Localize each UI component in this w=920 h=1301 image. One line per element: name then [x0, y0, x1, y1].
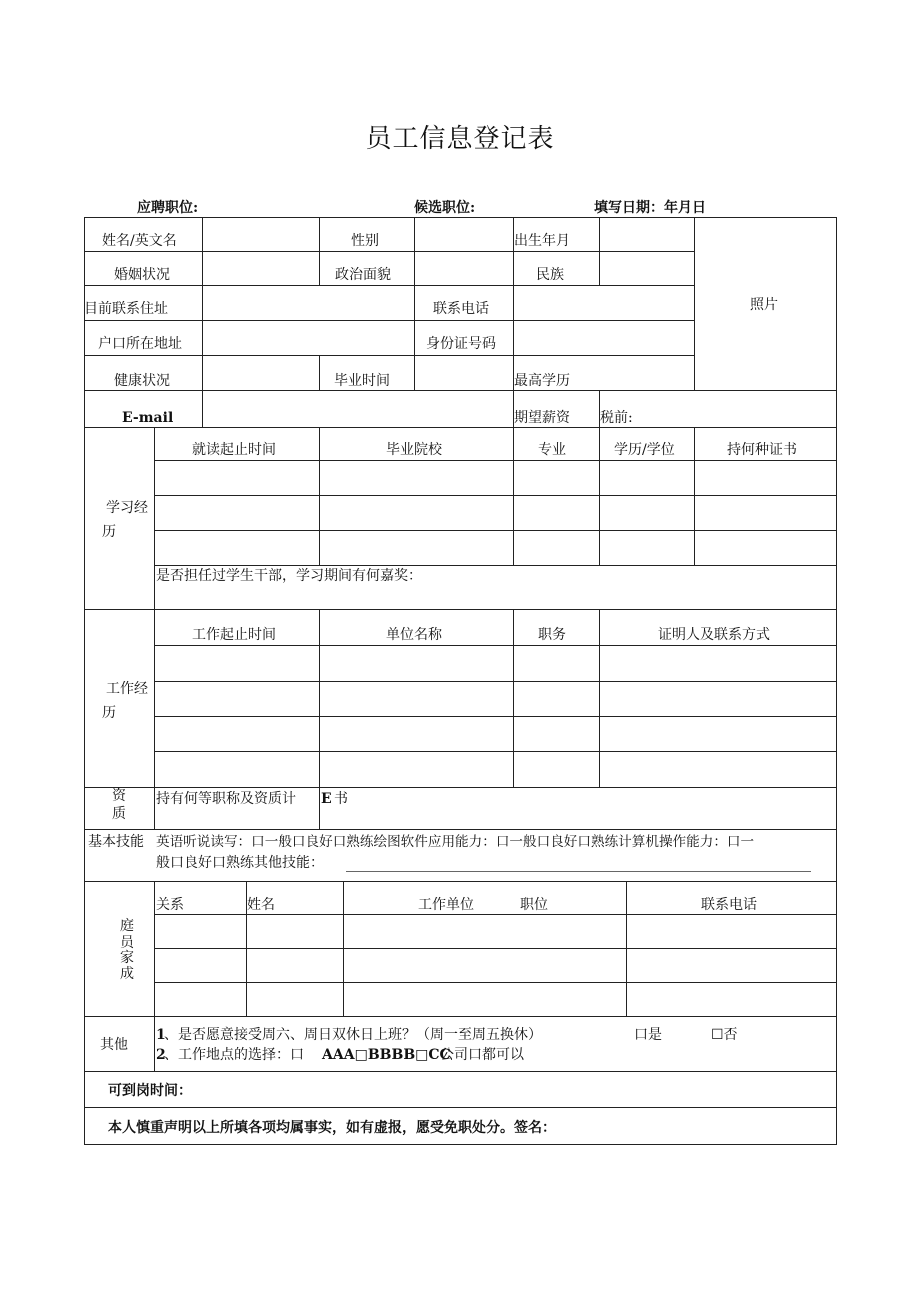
row-divider: [84, 787, 837, 788]
col-divider: [154, 881, 155, 1016]
row-divider: [84, 285, 694, 286]
q2-location-options[interactable]: AAA□BBBB□CC: [322, 1047, 451, 1063]
other-skills-underline: [346, 871, 811, 872]
qualification-text-e: E: [321, 791, 332, 807]
qualification-label-2: 质: [112, 806, 126, 822]
q1-yes-option[interactable]: 口是: [634, 1027, 662, 1043]
other-label: 其他: [100, 1037, 128, 1053]
col-divider: [154, 427, 155, 609]
row-divider: [154, 460, 837, 461]
study-section-label-2: 历: [102, 524, 116, 540]
table-border: [84, 217, 85, 1145]
row-divider: [84, 609, 837, 610]
row-divider: [84, 829, 837, 830]
birth-label: 出生年月: [514, 233, 570, 249]
q2-text-b: 公司口都可以: [440, 1047, 524, 1063]
family-header-relation: 关系: [156, 897, 184, 913]
q2-number: 2: [156, 1047, 166, 1063]
education-label: 最高学历: [514, 373, 570, 389]
row-divider: [84, 320, 694, 321]
study-header: 学历/学位: [614, 442, 675, 458]
col-divider: [513, 427, 514, 565]
row-divider: [154, 681, 837, 682]
row-divider: [84, 1107, 837, 1108]
q1-no-option[interactable]: ☐否: [711, 1027, 738, 1043]
id-label: 身份证号码: [426, 336, 496, 352]
work-section-label: 工作经: [106, 681, 148, 697]
pretax-label: 税前:: [600, 410, 633, 426]
salary-label: 期望薪资: [514, 410, 570, 426]
political-label: 政治面貌: [335, 267, 391, 283]
skills-line-1: 英语听说读写：口一般口良好口熟练绘图软件应用能力：口一般口良好口熟练计算机操作能力：口一: [156, 834, 755, 850]
col-divider: [414, 355, 415, 390]
photo-label: 照片: [750, 297, 778, 313]
row-divider: [84, 355, 694, 356]
col-divider: [513, 285, 514, 355]
row-divider: [154, 982, 837, 983]
row-divider: [84, 251, 694, 252]
marital-label: 婚姻状况: [114, 267, 170, 283]
family-label-char: 家: [120, 950, 134, 966]
col-divider: [343, 881, 344, 1016]
gender-label: 性别: [351, 233, 379, 249]
col-divider: [414, 217, 415, 285]
col-divider: [626, 881, 627, 1016]
q1-text: 、是否愿意接受周六、周日双休日上班？（周一至周五换休）: [164, 1027, 542, 1043]
email-label: E-mail: [122, 410, 174, 426]
q2-text: 、工作地点的选择：口: [164, 1047, 304, 1063]
row-divider: [154, 751, 837, 752]
arrival-time-label: 可到岗时间：: [108, 1083, 192, 1099]
col-divider: [319, 355, 320, 390]
table-border: [836, 217, 837, 1145]
col-divider: [414, 285, 415, 355]
qualification-text: 持有何等职称及资质计: [156, 791, 296, 807]
study-header: 就读起止时间: [192, 442, 276, 458]
work-section-label-2: 历: [102, 705, 116, 721]
col-divider: [154, 609, 155, 787]
family-label-char: 成: [120, 966, 134, 982]
hukou-label: 户口所在地址: [98, 336, 182, 352]
row-divider: [154, 530, 837, 531]
col-divider: [319, 609, 320, 787]
cadre-question: 是否担任过学生干部，学习期间有何嘉奖：: [156, 568, 422, 584]
table-border: [84, 217, 837, 218]
row-divider: [84, 1016, 837, 1017]
row-divider: [84, 427, 837, 428]
family-header-position: 职位: [520, 897, 548, 913]
row-divider: [154, 565, 837, 566]
col-divider: [154, 787, 155, 829]
grad-time-label: 毕业时间: [334, 373, 390, 389]
col-divider: [202, 217, 203, 427]
ethnic-label: 民族: [536, 267, 564, 283]
row-divider: [84, 881, 837, 882]
apply-position-label: 应聘职位:: [137, 200, 199, 216]
family-header-name: 姓名: [247, 897, 275, 913]
health-label: 健康状况: [114, 373, 170, 389]
qualification-label: 资: [112, 788, 126, 804]
study-header: 专业: [538, 442, 566, 458]
alt-position-label: 候选职位:: [414, 200, 476, 216]
family-header-work-unit: 工作单位: [418, 897, 474, 913]
study-header: 持何种证书: [727, 442, 797, 458]
row-divider: [84, 390, 837, 391]
col-divider: [513, 217, 514, 285]
col-divider: [694, 217, 695, 390]
fill-date-label: 填写日期：年月日: [594, 200, 706, 216]
row-divider: [154, 495, 837, 496]
family-label-char: 员: [120, 935, 134, 951]
row-divider: [154, 645, 837, 646]
col-divider: [319, 787, 320, 829]
col-divider: [599, 427, 600, 565]
qualification-text-c: 书: [334, 791, 348, 807]
skills-line-2: 般口良好口熟练其他技能：: [156, 855, 324, 871]
form-title: 员工信息登记表: [365, 124, 555, 154]
family-header-phone: 联系电话: [701, 897, 757, 913]
col-divider: [694, 427, 695, 565]
row-divider: [154, 948, 837, 949]
col-divider: [319, 427, 320, 565]
work-header: 工作起止时间: [192, 627, 276, 643]
declaration-text: 本人慎重声明以上所填各项均属事实，如有虚报，愿受免职处分。签名：: [108, 1120, 556, 1136]
work-header: 职务: [538, 627, 566, 643]
study-section-label: 学习经: [106, 500, 148, 516]
col-divider: [154, 1016, 155, 1071]
phone-label: 联系电话: [433, 301, 489, 317]
skills-label: 基本技能: [88, 834, 144, 850]
col-divider: [599, 217, 600, 285]
q1-number: 1: [156, 1027, 166, 1043]
work-header: 单位名称: [386, 627, 442, 643]
work-header: 证明人及联系方式: [658, 627, 770, 643]
address-label: 目前联系住址: [84, 301, 168, 317]
row-divider: [154, 914, 837, 915]
col-divider: [599, 609, 600, 787]
registration-form: [84, 217, 837, 1145]
row-divider: [154, 716, 837, 717]
name-label: 姓名/英文名: [102, 233, 177, 249]
family-label-char: 庭: [120, 918, 134, 934]
row-divider: [84, 1071, 837, 1072]
col-divider: [513, 609, 514, 787]
col-divider: [319, 217, 320, 285]
study-header: 毕业院校: [386, 442, 442, 458]
table-border: [84, 1144, 837, 1145]
